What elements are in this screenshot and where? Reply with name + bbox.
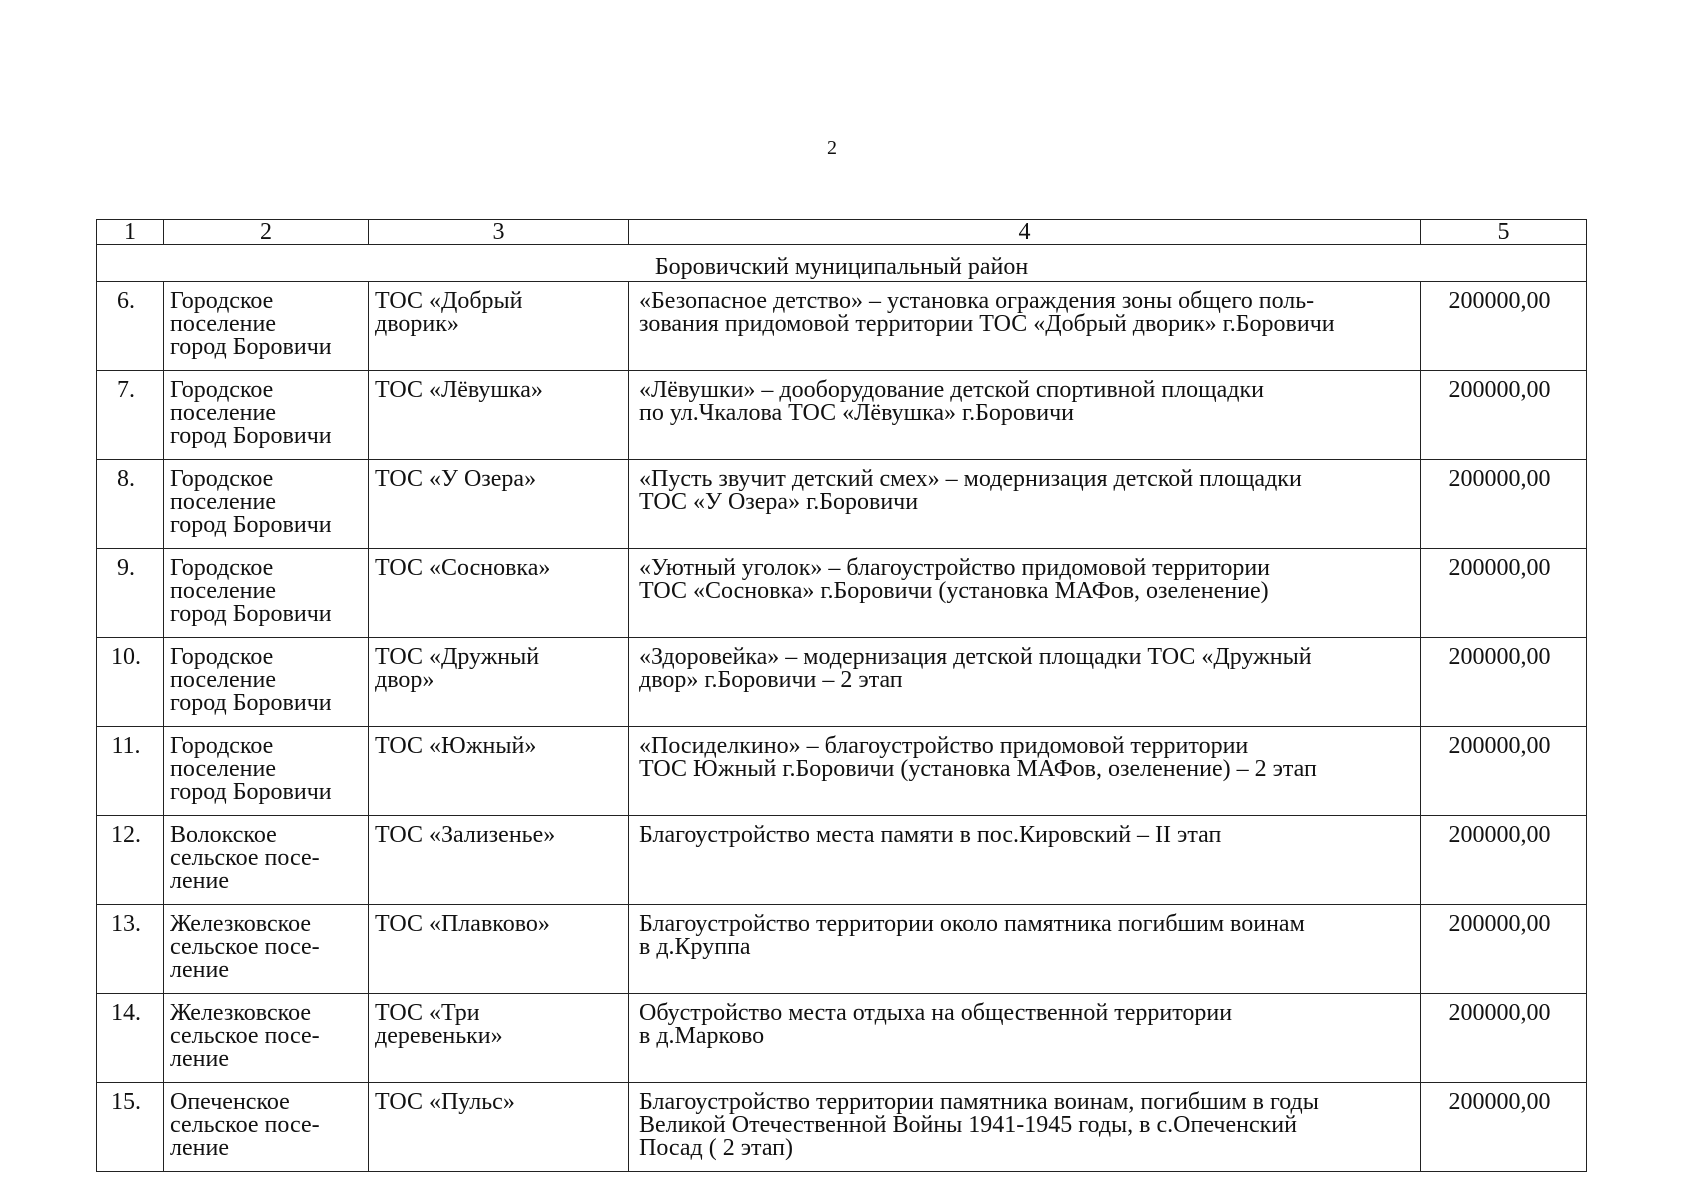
text-line: «Здоровейка» – модернизация детской площадки ТОС «Дружный: [639, 644, 1312, 670]
amount-cell: 200000,00: [1421, 816, 1587, 905]
text-line: ТОС «Зализенье»: [375, 822, 556, 848]
tos-name-cell: [369, 994, 629, 1083]
page-number: 2: [827, 137, 837, 159]
text-line: Городское: [170, 555, 274, 581]
table-row: [97, 282, 1587, 371]
row-number: 6.: [97, 282, 164, 371]
grants-table: [96, 219, 1587, 1172]
text-line: ТОС «У Озера» г.Боровичи: [639, 489, 919, 515]
tos-name-cell: [369, 905, 629, 994]
text-line: «Уютный уголок» – благоустройство придомовой территории: [639, 555, 1271, 581]
text-line: в д.Круппа: [639, 934, 751, 960]
text-line: ление: [170, 1046, 229, 1072]
tos-name-cell: [369, 727, 629, 816]
row-number: 14.: [97, 994, 164, 1083]
text-line: Городское: [170, 377, 274, 403]
tos-name-cell: [369, 638, 629, 727]
text-line: ТОС «Лёвушка»: [375, 377, 543, 403]
text-line: «Безопасное детство» – установка ограждения зоны общего поль-: [639, 288, 1315, 314]
project-description-cell: [629, 727, 1421, 816]
text-line: ТОС Южный г.Боровичи (установка МАФов, озеленение) – 2 этап: [639, 756, 1317, 782]
column-number-3: 3: [369, 220, 629, 245]
text-line: ление: [170, 957, 229, 983]
text-line: «Пусть звучит детский смех» – модернизация детской площадки: [639, 466, 1302, 492]
project-description-cell: [629, 282, 1421, 371]
table-row: [97, 371, 1587, 460]
amount-cell: 200000,00: [1421, 371, 1587, 460]
text-line: Посад ( 2 этап): [639, 1135, 793, 1161]
text-line: ТОС «Три: [375, 1000, 480, 1026]
text-line: «Посиделкино» – благоустройство придомовой территории: [639, 733, 1249, 759]
text-line: Опеченское: [170, 1089, 290, 1115]
text-line: Городское: [170, 466, 274, 492]
table-row: [97, 727, 1587, 816]
settlement-cell: [164, 1083, 369, 1172]
text-line: Обустройство места отдыха на общественной территории: [639, 1000, 1233, 1026]
text-line: сельское посе-: [170, 1112, 320, 1138]
text-line: поселение: [170, 400, 277, 426]
text-line: Железковское: [170, 911, 312, 937]
project-description-cell: [629, 460, 1421, 549]
text-line: поселение: [170, 667, 277, 693]
text-line: ТОС «Плавково»: [375, 911, 550, 937]
project-description-cell: [629, 816, 1421, 905]
text-line: «Лёвушки» – дооборудование детской спортивной площадки: [639, 377, 1265, 403]
table-row: [97, 460, 1587, 549]
settlement-cell: [164, 638, 369, 727]
text-line: двор» г.Боровичи – 2 этап: [639, 667, 903, 693]
text-line: сельское посе-: [170, 845, 320, 871]
tos-name-cell: [369, 460, 629, 549]
text-line: Городское: [170, 733, 274, 759]
settlement-cell: [164, 727, 369, 816]
amount-cell: 200000,00: [1421, 994, 1587, 1083]
text-line: Благоустройство территории около памятника погибшим воинам: [639, 911, 1305, 937]
table-row: [97, 994, 1587, 1083]
amount-cell: 200000,00: [1421, 282, 1587, 371]
row-number: 12.: [97, 816, 164, 905]
text-line: ТОС «Сосновка» г.Боровичи (установка МАФов, озеленение): [639, 578, 1269, 604]
amount-cell: 200000,00: [1421, 549, 1587, 638]
text-line: ТОС «Южный»: [375, 733, 537, 759]
tos-name-cell: [369, 282, 629, 371]
column-number-2: 2: [164, 220, 369, 245]
text-line: по ул.Чкалова ТОС «Лёвушка» г.Боровичи: [639, 400, 1075, 426]
row-number: 9.: [97, 549, 164, 638]
project-description-cell: [629, 1083, 1421, 1172]
text-line: зования придомовой территории ТОС «Добрый дворик» г.Боровичи: [639, 311, 1335, 337]
amount-cell: 200000,00: [1421, 727, 1587, 816]
text-line: ТОС «Сосновка»: [375, 555, 551, 581]
text-line: Железковское: [170, 1000, 312, 1026]
text-line: город Боровичи: [170, 512, 332, 538]
text-line: поселение: [170, 311, 277, 337]
text-line: город Боровичи: [170, 690, 332, 716]
text-line: ление: [170, 1135, 229, 1161]
text-line: Городское: [170, 644, 274, 670]
text-line: город Боровичи: [170, 601, 332, 627]
text-line: ТОС «Добрый: [375, 288, 523, 314]
row-number: 8.: [97, 460, 164, 549]
settlement-cell: [164, 282, 369, 371]
text-line: ТОС «Пульс»: [375, 1089, 515, 1115]
column-number-4: 4: [629, 220, 1421, 245]
text-line: ление: [170, 868, 229, 894]
table-row: [97, 816, 1587, 905]
row-number: 15.: [97, 1083, 164, 1172]
section-row: [97, 245, 1587, 282]
row-number: 7.: [97, 371, 164, 460]
text-line: сельское посе-: [170, 934, 320, 960]
row-number: 11.: [97, 727, 164, 816]
tos-name-cell: [369, 1083, 629, 1172]
settlement-cell: [164, 460, 369, 549]
text-line: Городское: [170, 288, 274, 314]
column-number-row: [97, 220, 1587, 245]
tos-name-cell: [369, 549, 629, 638]
settlement-cell: [164, 549, 369, 638]
column-number-5: 5: [1421, 220, 1587, 245]
project-description-cell: [629, 638, 1421, 727]
text-line: Великой Отечественной Войны 1941-1945 годы, в с.Опеченский: [639, 1112, 1297, 1138]
project-description-cell: [629, 905, 1421, 994]
project-description-cell: [629, 371, 1421, 460]
text-line: в д.Марково: [639, 1023, 765, 1049]
text-line: сельское посе-: [170, 1023, 320, 1049]
row-number: 13.: [97, 905, 164, 994]
section-title: Боровичский муниципальный район: [97, 245, 1587, 282]
column-number-1: 1: [97, 220, 164, 245]
text-line: поселение: [170, 756, 277, 782]
text-line: дворик»: [375, 311, 459, 337]
amount-cell: 200000,00: [1421, 1083, 1587, 1172]
amount-cell: 200000,00: [1421, 460, 1587, 549]
text-line: город Боровичи: [170, 334, 332, 360]
settlement-cell: [164, 905, 369, 994]
table-row: [97, 638, 1587, 727]
table-row: [97, 549, 1587, 638]
project-description-cell: [629, 549, 1421, 638]
tos-name-cell: [369, 816, 629, 905]
tos-name-cell: [369, 371, 629, 460]
settlement-cell: [164, 371, 369, 460]
text-line: двор»: [375, 667, 435, 693]
settlement-cell: [164, 994, 369, 1083]
text-line: поселение: [170, 489, 277, 515]
text-line: ТОС «Дружный: [375, 644, 540, 670]
project-description-cell: [629, 994, 1421, 1083]
text-line: Волокское: [170, 822, 277, 848]
table-row: [97, 905, 1587, 994]
table-row: [97, 1083, 1587, 1172]
text-line: деревеньки»: [375, 1023, 503, 1049]
text-line: Благоустройство территории памятника воинам, погибшим в годы: [639, 1089, 1319, 1115]
amount-cell: 200000,00: [1421, 905, 1587, 994]
amount-cell: 200000,00: [1421, 638, 1587, 727]
row-number: 10.: [97, 638, 164, 727]
text-line: поселение: [170, 578, 277, 604]
settlement-cell: [164, 816, 369, 905]
text-line: ТОС «У Озера»: [375, 466, 537, 492]
text-line: Благоустройство места памяти в пос.Кировский – II этап: [639, 822, 1222, 848]
text-line: город Боровичи: [170, 779, 332, 805]
text-line: город Боровичи: [170, 423, 332, 449]
